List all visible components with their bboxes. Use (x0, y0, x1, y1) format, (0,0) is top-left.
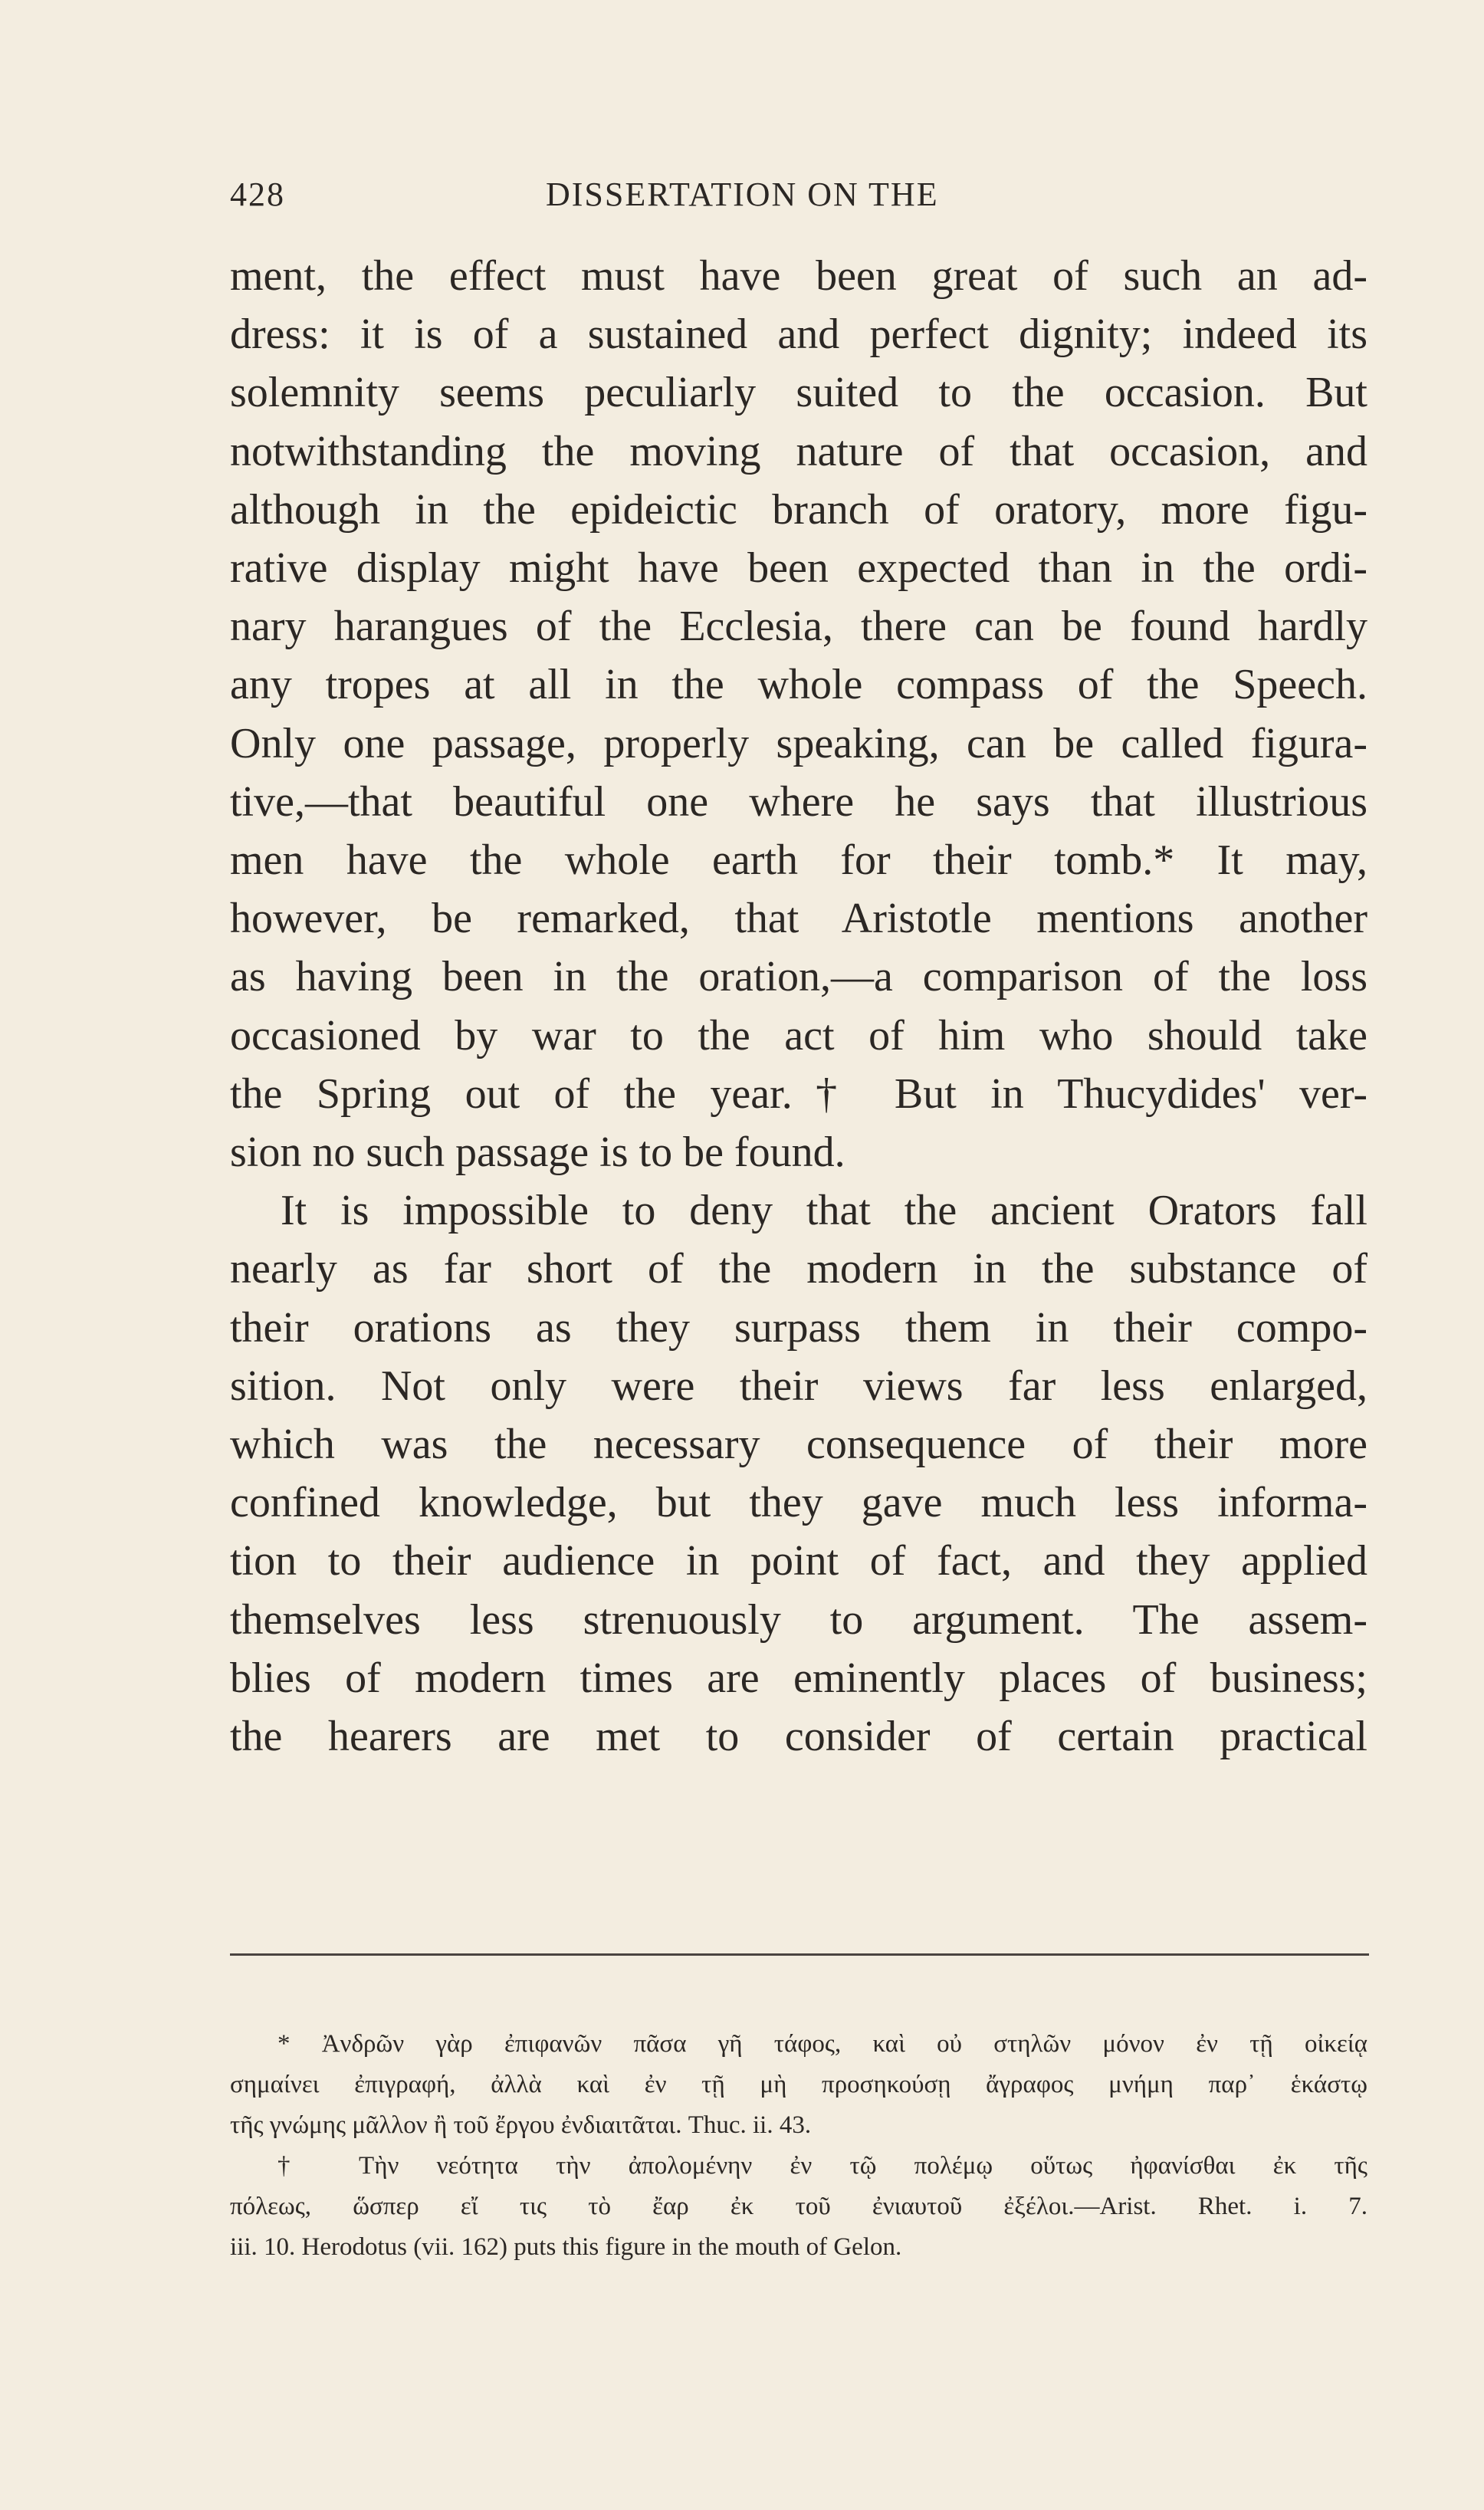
text-line: nary harangues of the Ecclesia, there can be found hardly (230, 603, 1367, 651)
paragraph-1 (230, 247, 1367, 1181)
footnote-rule (230, 1953, 1369, 1956)
text-line: solemnity seems peculiarly suited to the occasion. But (230, 369, 1367, 417)
footnote-line: iii. 10. Herodotus (vii. 162) puts this figure in the mouth of Gelon. (230, 2233, 902, 2261)
text-line: notwithstanding the moving nature of that occasion, and (230, 427, 1367, 475)
footnote-line: πόλεως, ὥσπερ εἴ τις τὸ ἔαρ ἐκ τοῦ ἐνιαυτοῦ ἐξέλοι.—Arist. Rhet. i. 7. (230, 2193, 1367, 2220)
text-line: It is impossible to deny that the ancient Orators fall (281, 1187, 1367, 1235)
footnote-1 (230, 2024, 1367, 2146)
footnote-2 (230, 2146, 1367, 2268)
text-line: ment, the effect must have been great of such an ad- (230, 252, 1367, 300)
paragraph-2 (230, 1181, 1367, 1766)
running-head (230, 175, 1318, 228)
text-line: the Spring out of the year.† But in Thucydides' ver- (230, 1069, 1367, 1118)
footnote-line: * Ἀνδρῶν γὰρ ἐπιφανῶν πᾶσα γῆ τάφος, καὶ οὐ στηλῶν μόνον ἐν τῇ οἰκείᾳ (277, 2030, 1367, 2058)
body-text (230, 247, 1367, 1766)
text-line: the hearers are met to consider of certain practical (230, 1713, 1367, 1761)
text-line: any tropes at all in the whole compass of the Speech. (230, 661, 1367, 709)
text-line: men have the whole earth for their tomb.* It may, (230, 836, 1367, 885)
text-line: Only one passage, properly speaking, can be called figura- (230, 719, 1367, 767)
footnotes (230, 2024, 1367, 2268)
text-line: tive,—that beautiful one where he says that illustrious (230, 777, 1367, 826)
footnote-line: τῆς γνώμης μᾶλλον ἢ τοῦ ἔργου ἐνδιαιτᾶται. Thuc. ii. 43. (230, 2111, 812, 2139)
text-line: themselves less strenuously to argument. The assem- (230, 1595, 1367, 1644)
page-number: 428 (230, 176, 285, 213)
footnote-line: σημαίνει ἐπιγραφή, ἀλλὰ καὶ ἐν τῇ μὴ προσηκούσῃ ἄγραφος μνήμη παρ᾽ ἑκάστῳ (230, 2071, 1367, 2098)
running-title: DISSERTATION ON THE (546, 176, 939, 213)
text-line: occasioned by war to the act of him who should take (230, 1011, 1367, 1060)
text-line: nearly as far short of the modern in the substance of (230, 1245, 1367, 1293)
footnote-line: † Τὴν νεότητα τὴν ἀπολομένην ἐν τῷ πολέμῳ οὕτως ἠφανίσθαι ἐκ τῆς (277, 2152, 1367, 2180)
text-line: however, be remarked, that Aristotle mentions another (230, 895, 1367, 943)
text-line: sition. Not only were their views far less enlarged, (230, 1362, 1367, 1410)
text-line: although in the epideictic branch of oratory, more figu- (230, 485, 1367, 534)
text-line: as having been in the oration,—a comparison of the loss (230, 953, 1367, 1001)
text-line: confined knowledge, but they gave much less informa- (230, 1479, 1367, 1527)
text-line: which was the necessary consequence of their more (230, 1421, 1367, 1469)
text-line: dress: it is of a sustained and perfect dignity; indeed its (230, 310, 1367, 359)
text-line: blies of modern times are eminently places of business; (230, 1654, 1367, 1702)
text-line: their orations as they surpass them in their compo- (230, 1303, 1367, 1352)
text-line: sion no such passage is to be found. (230, 1129, 845, 1177)
text-line: rative display might have been expected than in the ordi- (230, 544, 1367, 593)
text-line: tion to their audience in point of fact, and they applied (230, 1537, 1367, 1585)
